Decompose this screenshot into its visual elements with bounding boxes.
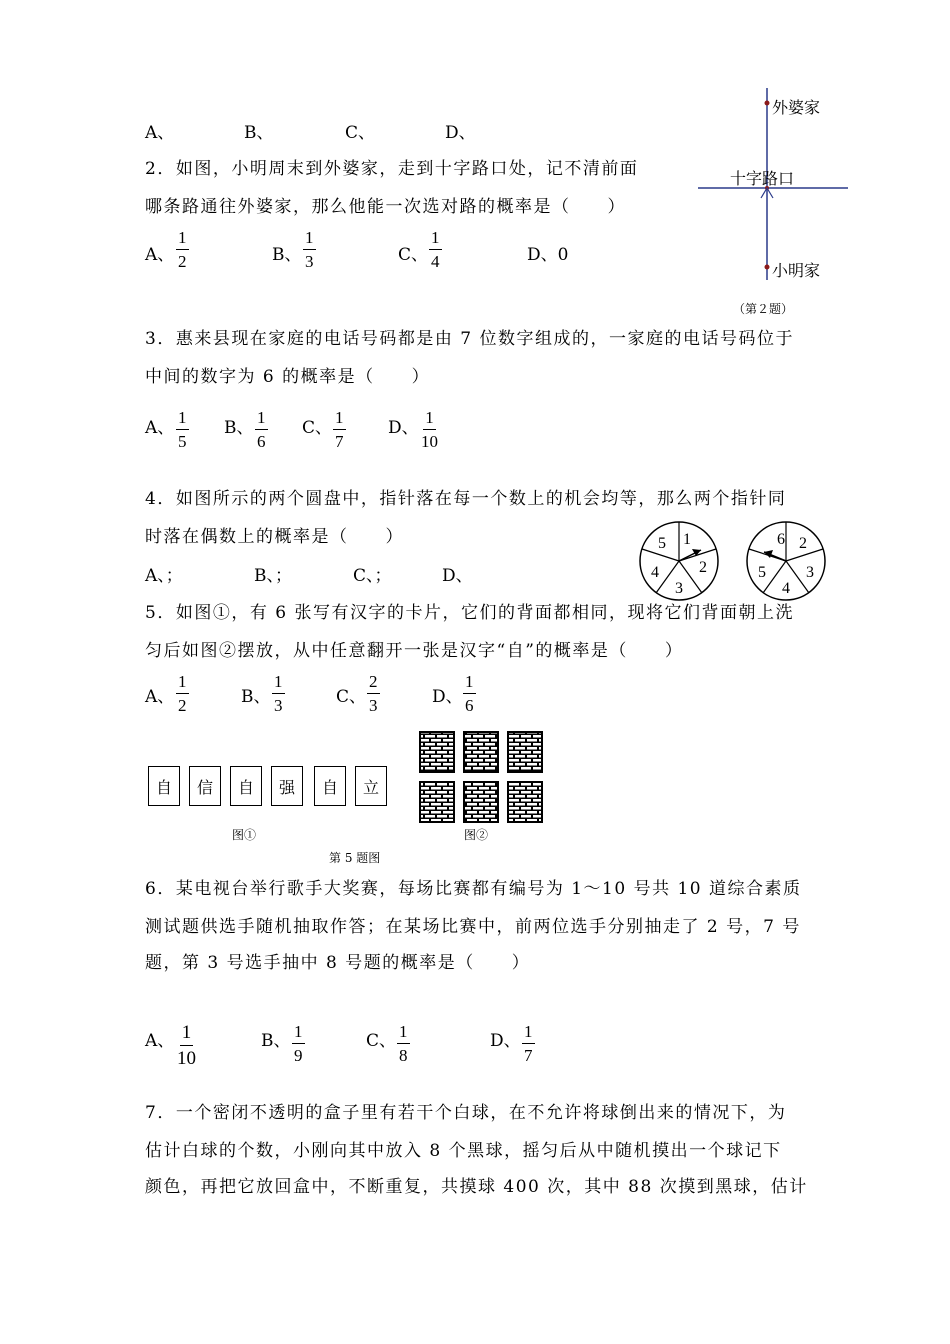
q3-option-d-fraction: [421, 409, 438, 450]
numerator: 1: [463, 673, 476, 694]
disk2-number-6: 6: [777, 531, 785, 548]
denominator: 6: [465, 696, 474, 715]
q5-text-line1: 5．如图①，有 6 张写有汉字的卡片，它们的背面都相同，现将它们背面朝上洗: [145, 603, 794, 623]
numerator: 1: [423, 409, 436, 430]
q5-option-b-fraction: [272, 673, 285, 714]
spinner-disk-1: [640, 522, 718, 600]
q6-option-c-label: C、: [366, 1031, 397, 1051]
card-back-3: [508, 732, 542, 772]
grandma-house-dot: [765, 101, 770, 106]
denominator: 6: [257, 432, 266, 451]
q2-option-b-fraction: [303, 229, 316, 270]
numerator: 1: [333, 409, 346, 430]
disk1-number-2: 2: [699, 559, 707, 576]
denominator: 8: [399, 1046, 408, 1065]
denominator: 2: [178, 252, 187, 271]
card-5: 自: [314, 766, 346, 806]
q4-text-line2: 时落在偶数上的概率是（ ）: [145, 527, 404, 547]
numerator: 1: [255, 409, 268, 430]
q5-option-a-fraction: [176, 673, 189, 714]
numerator: 1: [176, 673, 189, 694]
card-back-1: [420, 732, 454, 772]
q2-option-a-fraction: [176, 229, 189, 270]
disk1-number-5: 5: [658, 535, 666, 552]
q3-text-line2: 中间的数字为 6 的概率是（ ）: [145, 367, 431, 387]
spinner-disks: [638, 520, 828, 604]
q6-option-d-fraction: [522, 1023, 535, 1064]
q3-option-a-fraction: [176, 409, 189, 450]
numerator: 1: [176, 229, 189, 250]
q2-option-d-label: D、0: [527, 245, 569, 265]
numerator: 1: [272, 673, 285, 694]
q3-option-d-label: D、: [388, 418, 419, 438]
q5-text-line2: 匀后如图②摆放，从中任意翻开一张是汉字“自”的概率是（ ）: [145, 641, 684, 661]
q5-option-a-label: A、: [145, 687, 175, 707]
q3-option-c-fraction: [333, 409, 346, 450]
disk1-number-1: 1: [683, 531, 691, 548]
diagram-label-crossroad: 十字路口: [730, 169, 795, 188]
spinner-disk-2: [747, 522, 825, 600]
fig2-label: 图②: [464, 828, 489, 842]
q5-option-b-label: B、: [241, 687, 271, 707]
q5-option-c-fraction: [367, 673, 380, 714]
q2-caption: （第２题）: [733, 302, 794, 316]
q3-option-c-label: C、: [302, 418, 333, 438]
denominator: 2: [178, 696, 187, 715]
card-3: 自: [230, 766, 262, 806]
numerator: 1: [522, 1023, 535, 1044]
q2-text-line2: 哪条路通往外婆家，那么他能一次选对路的概率是（ ）: [145, 197, 626, 217]
numerator: 1: [292, 1023, 305, 1044]
q5-caption: 第 5 题图: [329, 851, 381, 865]
q7-text-line1: 7．一个密闭不透明的盒子里有若干个白球，在不允许将球倒出来的情况下，为: [145, 1103, 787, 1123]
numerator: 1: [303, 229, 316, 250]
q2-option-b-label: B、: [272, 245, 302, 265]
denominator: 10: [177, 1048, 196, 1069]
q1-option-c: C、: [345, 123, 376, 143]
numerator: 1: [429, 229, 442, 250]
fig1-label: 图①: [232, 828, 257, 842]
disk1-number-3: 3: [675, 580, 683, 597]
q4-option-a: A、；: [145, 566, 183, 586]
q7-text-line2: 估计白球的个数，小刚向其中放入 8 个黑球，摇匀后从中随机摸出一个球记下: [145, 1141, 782, 1161]
card-back-2: [464, 732, 498, 772]
q6-text-line1: 6．某电视台举行歌手大奖赛，每场比赛都有编号为 1～10 号共 10 道综合素质: [145, 879, 802, 899]
disk2-number-2: 2: [799, 535, 807, 552]
disk1-number-4: 4: [651, 564, 659, 581]
q4-option-c: C、；: [353, 566, 392, 586]
disk2-number-5: 5: [758, 564, 766, 581]
q5-option-d-label: D、: [432, 687, 463, 707]
q5-option-d-fraction: [463, 673, 476, 714]
xiaoming-house-dot: [765, 265, 770, 270]
diagram-label-xiaoming: 小明家: [772, 261, 821, 280]
denominator: 5: [178, 432, 187, 451]
q6-option-a-label: A、: [145, 1031, 175, 1051]
q2-option-a-label: A、: [145, 245, 175, 265]
q7-text-line3: 颜色，再把它放回盒中，不断重复，共摸球 400 次，其中 88 次摸到黑球，估计: [145, 1177, 808, 1197]
denominator: 4: [431, 252, 440, 271]
disk2-number-3: 3: [806, 564, 814, 581]
card-back-6: [508, 782, 542, 822]
q2-option-c-label: C、: [398, 245, 429, 265]
face-down-cards: [418, 730, 546, 826]
denominator: 7: [335, 432, 344, 451]
q6-option-a-fraction: [177, 1023, 196, 1068]
q2-text-line1: 2．如图，小明周末到外婆家，走到十字路口处，记不清前面: [145, 159, 639, 179]
q4-option-d: D、: [442, 566, 473, 586]
q6-option-b-fraction: [292, 1023, 305, 1064]
disk2-number-4: 4: [782, 580, 790, 597]
q5-option-c-label: C、: [336, 687, 367, 707]
denominator: 3: [369, 696, 378, 715]
q6-text-line3: 题，第 3 号选手抽中 8 号题的概率是（ ）: [145, 953, 531, 973]
q6-text-line2: 测试题供选手随机抽取作答；在某场比赛中，前两位选手分别抽走了 2 号，7 号: [145, 917, 801, 937]
card-back-4: [420, 782, 454, 822]
card-2: 信: [189, 766, 221, 806]
pointer-arrowhead-icon: [692, 549, 701, 556]
q3-option-a-label: A、: [145, 418, 175, 438]
denominator: 9: [294, 1046, 303, 1065]
card-1: 自: [148, 766, 180, 806]
q4-text-line1: 4．如图所示的两个圆盘中，指针落在每一个数上的机会均等，那么两个指针同: [145, 489, 787, 509]
denominator: 10: [421, 432, 438, 451]
q2-option-c-fraction: [429, 229, 442, 270]
card-6: 立: [355, 766, 387, 806]
numerator: 2: [367, 673, 380, 694]
q1-option-d: D、: [445, 123, 476, 143]
numerator: 1: [180, 1023, 194, 1046]
q6-option-d-label: D、: [490, 1031, 521, 1051]
card-4: 强: [271, 766, 303, 806]
q6-option-c-fraction: [397, 1023, 410, 1064]
numerator: 1: [397, 1023, 410, 1044]
diagram-label-grandma: 外婆家: [772, 98, 821, 117]
q1-option-a: A、: [145, 123, 175, 143]
q3-option-b-fraction: [255, 409, 268, 450]
denominator: 7: [524, 1046, 533, 1065]
q3-text-line1: 3．惠来县现在家庭的电话号码都是由 7 位数字组成的，一家庭的电话号码位于: [145, 329, 794, 349]
q6-option-b-label: B、: [261, 1031, 291, 1051]
q1-option-b: B、: [244, 123, 274, 143]
numerator: 1: [176, 409, 189, 430]
card-back-5: [464, 782, 498, 822]
q4-option-b: B、；: [254, 566, 292, 586]
denominator: 3: [305, 252, 314, 271]
q3-option-b-label: B、: [224, 418, 254, 438]
denominator: 3: [274, 696, 283, 715]
